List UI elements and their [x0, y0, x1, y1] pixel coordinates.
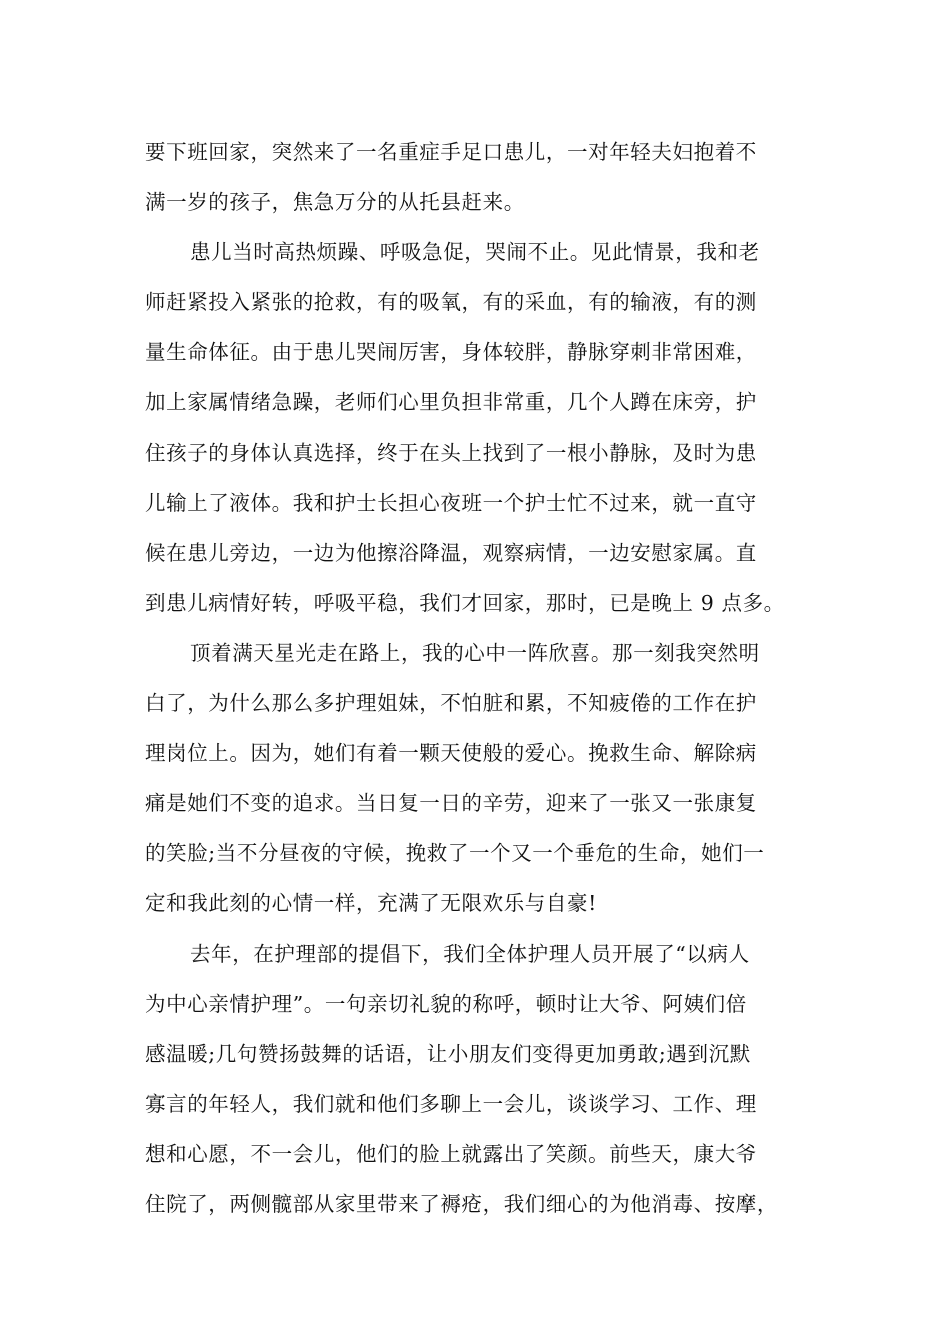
text-line: 师赶紧投入紧张的抢救，有的吸氧，有的采血，有的输液，有的测 [145, 290, 757, 315]
text-line: 理岗位上。因为，她们有着一颗天使般的爱心。挽救生命、解除病 [145, 741, 757, 766]
text-line: 白了，为什么那么多护理姐妹，不怕脏和累，不知疲倦的工作在护 [145, 691, 757, 716]
text-line: 痛是她们不变的追求。当日复一日的辛劳，迎来了一张又一张康复 [145, 791, 757, 816]
text-line: 量生命体征。由于患儿哭闹厉害，身体较胖，静脉穿刺非常困难， [145, 340, 757, 365]
text-line: 顶着满天星光走在路上，我的心中一阵欣喜。那一刻我突然明 [190, 640, 760, 665]
text-line: 加上家属情绪急躁，老师们心里负担非常重，几个人蹲在床旁，护 [145, 390, 757, 415]
text-line: 去年，在护理部的提倡下，我们全体护理人员开展了“以病人 [190, 941, 750, 966]
text-line: 的笑脸;当不分昼夜的守候，挽救了一个又一个垂危的生命，她们一 [145, 841, 765, 866]
text-line: 住院了，两侧髋部从家里带来了褥疮，我们细心的为他消毒、按摩， [145, 1191, 778, 1216]
text-line: 定和我此刻的心情一样，充满了无限欢乐与自豪! [145, 891, 597, 916]
text-line: 患儿当时高热烦躁、呼吸急促，哭闹不止。见此情景，我和老 [190, 240, 760, 265]
text-line: 要下班回家，突然来了一名重症手足口患儿，一对年轻夫妇抱着不 [145, 140, 757, 164]
text-line: 候在患儿旁边，一边为他擦浴降温，观察病情，一边安慰家属。直 [145, 540, 757, 565]
document-body [145, 127, 825, 1229]
text-line: 感温暖;几句赞扬鼓舞的话语，让小朋友们变得更加勇敢;遇到沉默 [145, 1041, 751, 1066]
text-line: 满一岁的孩子，焦急万分的从托县赶来。 [145, 190, 525, 215]
text-line: 儿输上了液体。我和护士长担心夜班一个护士忙不过来，就一直守 [145, 490, 757, 515]
text-line: 到患儿病情好转，呼吸平稳，我们才回家，那时，已是晚上 9 点多。 [145, 590, 785, 615]
text-line: 寡言的年轻人，我们就和他们多聊上一会儿，谈谈学习、工作、理 [145, 1091, 757, 1116]
text-line: 想和心愿，不一会儿，他们的脸上就露出了笑颜。前些天，康大爷 [145, 1141, 757, 1166]
text-line: 住孩子的身体认真选择，终于在头上找到了一根小静脉，及时为患 [145, 440, 757, 465]
text-line: 为中心亲情护理”。一句亲切礼貌的称呼，顿时让大爷、阿姨们倍 [145, 991, 747, 1016]
